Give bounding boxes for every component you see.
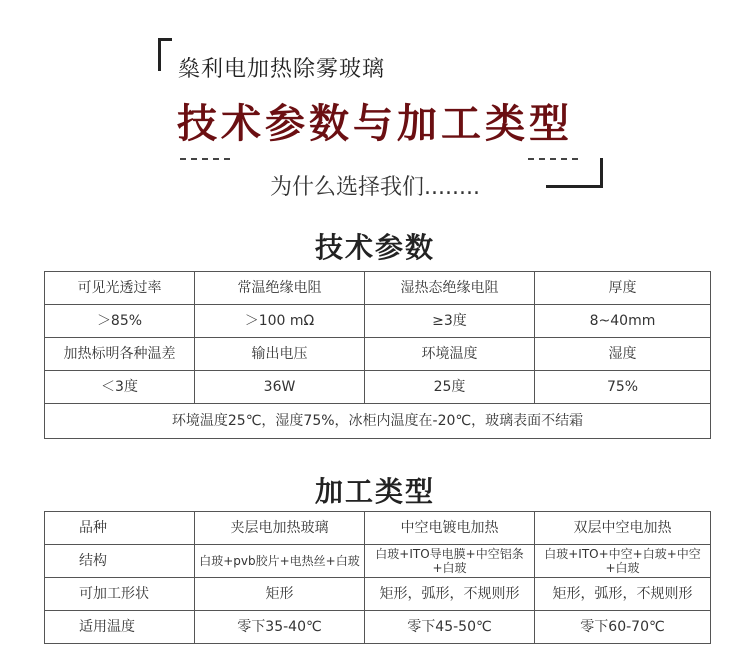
table-cell: 75%	[535, 371, 711, 404]
table-cell: 白玻+ITO+中空+白玻+中空+白玻	[535, 545, 711, 578]
header-bracket-top-left	[158, 38, 161, 71]
dashed-divider-left	[180, 158, 230, 160]
table-cell: 湿热态绝缘电阻	[365, 272, 535, 305]
table-row	[45, 578, 711, 611]
header-bracket-bottom-right-cap	[546, 185, 603, 188]
tech-params-table	[44, 271, 711, 439]
process-types-table	[44, 511, 711, 644]
table-row	[45, 371, 711, 404]
page-title: 技术参数与加工类型	[177, 101, 573, 147]
table-cell: 矩形，弧形，不规则形	[535, 578, 711, 611]
table-header-cell: 夹层电加热玻璃	[195, 512, 365, 545]
company-subtitle: 燊利电加热除雾玻璃	[178, 57, 386, 82]
table-cell: 矩形	[195, 578, 365, 611]
table-cell: ≥3度	[365, 305, 535, 338]
table-row	[45, 545, 711, 578]
table-cell: 矩形，弧形，不规则形	[365, 578, 535, 611]
table-row	[45, 338, 711, 371]
table-cell: ＜3度	[45, 371, 195, 404]
section-title-process: 加工类型	[314, 475, 435, 508]
table-note-cell: 环境温度25℃，湿度75%，冰柜内温度在-20℃，玻璃表面不结霜	[45, 404, 711, 439]
table-cell: 环境温度	[365, 338, 535, 371]
table-cell: 结构	[45, 545, 195, 578]
table-cell: 36W	[195, 371, 365, 404]
table-cell: 零下60-70℃	[535, 611, 711, 644]
header-bracket-top-left-cap	[158, 38, 172, 41]
table-cell: 湿度	[535, 338, 711, 371]
table-cell: ＞100 mΩ	[195, 305, 365, 338]
table-cell: 加热标明各种温差	[45, 338, 195, 371]
table-cell: 适用温度	[45, 611, 195, 644]
table-row	[45, 611, 711, 644]
table-cell: 可加工形状	[45, 578, 195, 611]
table-cell: 25度	[365, 371, 535, 404]
table-cell: 8~40mm	[535, 305, 711, 338]
table-cell: 厚度	[535, 272, 711, 305]
section-title-tech: 技术参数	[314, 231, 435, 264]
table-header-cell: 品种	[45, 512, 195, 545]
table-row-note	[45, 404, 711, 439]
table-cell: 白玻+ITO导电膜+中空铝条+白玻	[365, 545, 535, 578]
table-row	[45, 305, 711, 338]
table-cell: 零下45-50℃	[365, 611, 535, 644]
table-cell: 零下35-40℃	[195, 611, 365, 644]
table-cell: 可见光透过率	[45, 272, 195, 305]
table-cell: 输出电压	[195, 338, 365, 371]
why-choose-us: 为什么选择我们........	[270, 175, 480, 200]
table-cell: ＞85%	[45, 305, 195, 338]
table-header-cell: 中空电镀电加热	[365, 512, 535, 545]
header-bracket-bottom-right	[600, 158, 603, 188]
table-header-row	[45, 512, 711, 545]
table-cell: 常温绝缘电阻	[195, 272, 365, 305]
table-header-cell: 双层中空电加热	[535, 512, 711, 545]
dashed-divider-right	[528, 158, 578, 160]
table-row	[45, 272, 711, 305]
table-cell: 白玻+pvb胶片+电热丝+白玻	[195, 545, 365, 578]
